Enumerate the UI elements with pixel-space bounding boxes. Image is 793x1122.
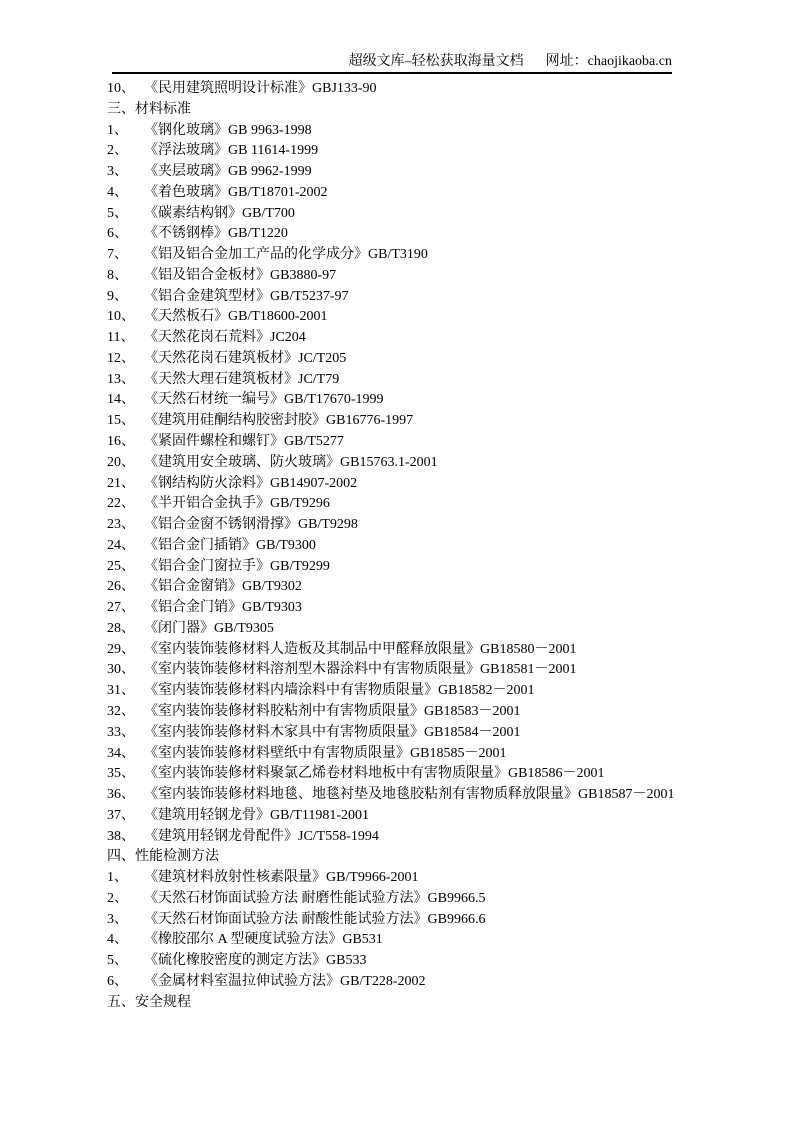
list-item-number: 22、 [107, 496, 135, 512]
list-item-text: 《室内装饰装修材料地毯、地毯衬垫及地毯胶粘剂有害物质释放限量》GB18587－2001 [144, 787, 675, 803]
list-item [107, 474, 767, 495]
list-item-text: 《建筑用安全玻璃、防火玻璃》GB15763.1-2001 [144, 454, 438, 470]
list-item-text: 《钢结构防火涂料》GB14907-2002 [144, 475, 358, 491]
list-item-text: 《天然石材饰面试验方法 耐磨性能试验方法》GB9966.5 [144, 890, 486, 906]
list-item [107, 619, 767, 640]
list-item-text: 《天然石材统一编号》GB/T17670-1999 [144, 392, 384, 408]
list-item-text: 《铝合金窗不锈钢滑撑》GB/T9298 [144, 517, 358, 533]
list-item [107, 390, 767, 411]
list-item-text: 《室内装饰装修材料内墙涂料中有害物质限量》GB18582－2001 [144, 683, 535, 699]
list-item [107, 515, 767, 536]
list-item-text: 安全规程 [135, 994, 191, 1010]
list-item [107, 806, 767, 827]
list-item [107, 266, 767, 287]
list-item-number: 26、 [107, 579, 135, 595]
list-item [107, 370, 767, 391]
list-item-number: 20、 [107, 454, 135, 470]
list-item-text: 《室内装饰装修材料聚氯乙烯卷材料地板中有害物质限量》GB18586－2001 [144, 766, 605, 782]
list-item-text: 《天然花岗石建筑板材》JC/T205 [144, 350, 347, 366]
list-item-text: 《天然石材饰面试验方法 耐酸性能试验方法》GB9966.6 [144, 911, 486, 927]
list-item [107, 245, 767, 266]
list-item [107, 162, 767, 183]
list-item-number: 36、 [107, 787, 135, 803]
list-item-text: 《钢化玻璃》GB 9963-1998 [144, 122, 312, 138]
list-item-number: 15、 [107, 413, 135, 429]
list-item [107, 183, 767, 204]
list-item-number: 27、 [107, 600, 135, 616]
list-item-text: 《室内装饰装修材料木家具中有害物质限量》GB18584－2001 [144, 724, 521, 740]
list-item [107, 889, 767, 910]
list-item [107, 411, 767, 432]
list-item-number: 14、 [107, 392, 135, 408]
header-rule [112, 72, 672, 74]
list-item [107, 910, 767, 931]
list-item-number: 3、 [107, 164, 128, 180]
list-item-number: 5、 [107, 205, 128, 221]
list-item-number: 21、 [107, 475, 135, 491]
list-item-text: 《天然花岗石荒料》JC204 [144, 330, 306, 346]
list-item-text: 《建筑材料放射性核素限量》GB/T9966-2001 [144, 870, 419, 886]
list-item-number: 30、 [107, 662, 135, 678]
list-item [107, 598, 767, 619]
list-item-text: 《天然板石》GB/T18600-2001 [144, 309, 328, 325]
list-item-text: 《室内装饰装修材料胶粘剂中有害物质限量》GB18583－2001 [144, 703, 521, 719]
list-item-number: 29、 [107, 641, 135, 657]
list-item-text: 《室内装饰装修材料溶剂型木器涂料中有害物质限量》GB18581－2001 [144, 662, 577, 678]
list-item [107, 494, 767, 515]
list-item-text: 《室内装饰装修材料人造板及其制品中甲醛释放限量》GB18580－2001 [144, 641, 577, 657]
list-item-text: 《硫化橡胶密度的测定方法》GB533 [144, 953, 367, 969]
section-heading [107, 847, 767, 868]
list-item [107, 328, 767, 349]
list-item-text: 《碳素结构钢》GB/T700 [144, 205, 295, 221]
list-item-number: 6、 [107, 226, 128, 242]
list-item-number: 38、 [107, 828, 135, 844]
list-item-text: 《不锈钢棒》GB/T1220 [144, 226, 288, 242]
list-item-number: 11、 [107, 330, 135, 346]
list-item [107, 868, 767, 889]
list-item [107, 681, 767, 702]
header-site-name: 超级文库–轻松获取海量文档 [348, 54, 524, 69]
list-item-number: 1、 [107, 122, 128, 138]
list-item-text: 《民用建筑照明设计标准》GBJ133-90 [144, 81, 377, 96]
list-item-number: 5、 [107, 953, 128, 969]
list-item-number: 4、 [107, 184, 128, 200]
list-item-text: 《建筑用轻钢龙骨》GB/T11981-2001 [144, 807, 370, 823]
list-item [107, 557, 767, 578]
list-item-text: 《铝合金门窗拉手》GB/T9299 [144, 558, 330, 574]
list-item [107, 204, 767, 225]
list-item-number: 32、 [107, 703, 135, 719]
list-item-number: 四、 [107, 849, 135, 865]
list-item-number: 1、 [107, 870, 128, 886]
list-item [107, 432, 767, 453]
list-item [107, 121, 767, 142]
list-item-text: 《浮法玻璃》GB 11614-1999 [144, 143, 319, 159]
list-item-text: 《金属材料室温拉伸试验方法》GB/T228-2002 [144, 973, 426, 989]
list-item-text: 《橡胶邵尔 A 型硬度试验方法》GB531 [144, 932, 383, 948]
list-item-number: 35、 [107, 766, 135, 782]
list-item-text: 《闭门器》GB/T9305 [144, 620, 274, 636]
list-item-text: 《着色玻璃》GB/T18701-2002 [144, 184, 328, 200]
section-heading [107, 993, 767, 1014]
list-item-text: 性能检测方法 [135, 849, 219, 865]
list-item [107, 660, 767, 681]
list-item [107, 785, 767, 806]
document-body [107, 79, 767, 1013]
list-item [107, 141, 767, 162]
list-item-number: 三、 [107, 101, 135, 117]
list-item-text: 《铝合金建筑型材》GB/T5237-97 [144, 288, 349, 304]
list-item [107, 972, 767, 993]
list-item-number: 24、 [107, 537, 135, 553]
list-item-number: 31、 [107, 683, 135, 699]
list-item [107, 307, 767, 328]
list-item [107, 287, 767, 308]
list-item-text: 《半开铝合金执手》GB/T9296 [144, 496, 330, 512]
list-item-text: 《铝合金门销》GB/T9303 [144, 600, 302, 616]
list-item-number: 28、 [107, 620, 135, 636]
list-item-text: 《铝合金门插销》GB/T9300 [144, 537, 316, 553]
list-item-text: 《紧固件螺栓和螺钉》GB/T5277 [144, 434, 344, 450]
list-item [107, 640, 767, 661]
list-item [107, 577, 767, 598]
header-site-url: 网址：chaojikaoba.cn [545, 54, 672, 69]
list-item-text: 《铝及铝合金加工产品的化学成分》GB/T3190 [144, 247, 428, 263]
list-item [107, 79, 767, 100]
list-item [107, 744, 767, 765]
list-item-number: 10、 [107, 309, 135, 325]
section-heading [107, 100, 767, 121]
list-item-number: 34、 [107, 745, 135, 761]
list-item [107, 951, 767, 972]
list-item-number: 12、 [107, 350, 135, 366]
page-header [112, 54, 672, 70]
list-item-number: 13、 [107, 371, 135, 387]
list-item-text: 《建筑用硅酮结构胶密封胶》GB16776-1997 [144, 413, 414, 429]
list-item-number: 2、 [107, 143, 128, 159]
list-item-text: 材料标准 [135, 101, 191, 117]
list-item-number: 10、 [107, 81, 135, 96]
list-item [107, 536, 767, 557]
list-item-number: 16、 [107, 434, 135, 450]
list-item-number: 33、 [107, 724, 135, 740]
list-item-number: 25、 [107, 558, 135, 574]
list-item-number: 4、 [107, 932, 128, 948]
list-item-text: 《室内装饰装修材料壁纸中有害物质限量》GB18585－2001 [144, 745, 507, 761]
list-item-text: 《铝合金窗销》GB/T9302 [144, 579, 302, 595]
list-item-text: 《建筑用轻钢龙骨配件》JC/T558-1994 [144, 828, 379, 844]
list-item-text: 《天然大理石建筑板材》JC/T79 [144, 371, 340, 387]
list-item [107, 224, 767, 245]
list-item-number: 6、 [107, 973, 128, 989]
list-item [107, 453, 767, 474]
list-item [107, 764, 767, 785]
list-item-number: 7、 [107, 247, 128, 263]
list-item-number: 8、 [107, 267, 128, 283]
list-item-text: 《夹层玻璃》GB 9962-1999 [144, 164, 312, 180]
list-item-number: 2、 [107, 890, 128, 906]
list-item-number: 9、 [107, 288, 128, 304]
list-item [107, 349, 767, 370]
list-item [107, 827, 767, 848]
list-item-number: 23、 [107, 517, 135, 533]
list-item-number: 五、 [107, 994, 135, 1010]
list-item-number: 37、 [107, 807, 135, 823]
list-item-text: 《铝及铝合金板材》GB3880-97 [144, 267, 337, 283]
list-item [107, 723, 767, 744]
list-item [107, 702, 767, 723]
list-item-number: 3、 [107, 911, 128, 927]
list-item [107, 930, 767, 951]
